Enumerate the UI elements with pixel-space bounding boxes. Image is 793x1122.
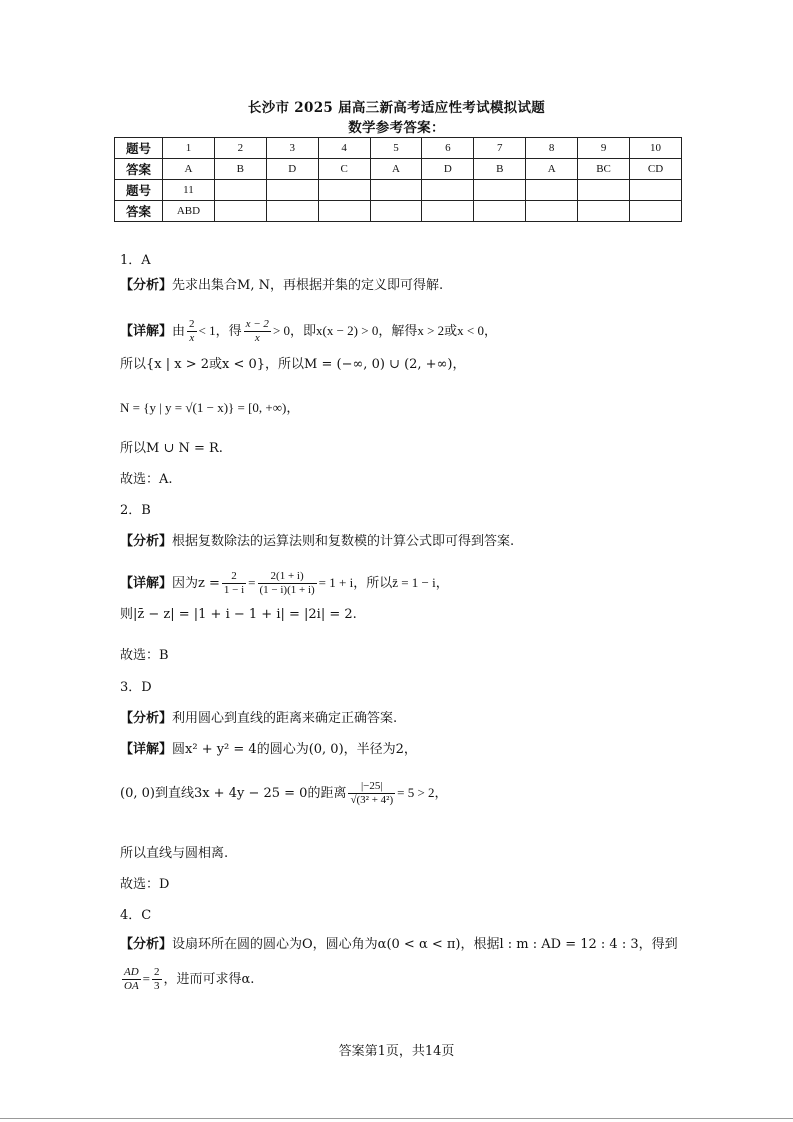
- table-cell: [526, 180, 578, 201]
- page-bottom-rule: [0, 1118, 793, 1119]
- q1-detail-line-1: [120, 318, 497, 345]
- table-cell: C: [318, 159, 370, 180]
- q1-analysis: [120, 277, 443, 295]
- fraction: [152, 966, 162, 993]
- table-cell: [630, 180, 682, 201]
- analysis-tag: 【分析】: [120, 534, 173, 549]
- table-cell: 3: [266, 138, 318, 159]
- table-cell: BC: [578, 159, 630, 180]
- row-label: 答案: [115, 159, 163, 180]
- detail-text: > 0，即x(x − 2) > 0，解得x > 2或x < 0，: [272, 323, 498, 338]
- table-cell: [630, 201, 682, 222]
- fraction: [187, 318, 197, 345]
- table-cell: 2: [214, 138, 266, 159]
- table-cell: 8: [526, 138, 578, 159]
- q1-detail-line-4: 所以M ∪ N = R.: [120, 441, 223, 456]
- q3-analysis: [120, 710, 397, 728]
- detail-text: ，进而可求得α.: [163, 972, 255, 987]
- numerator: 2: [189, 318, 195, 330]
- numerator: |−25|: [348, 780, 395, 794]
- denominator: OA: [124, 980, 139, 992]
- table-cell: [422, 180, 474, 201]
- page-subtitle: 数学参考答案：: [348, 120, 445, 136]
- numerator: 2(1 + i): [258, 570, 317, 584]
- table-cell: D: [422, 159, 474, 180]
- table-cell: [266, 201, 318, 222]
- table-cell: [318, 201, 370, 222]
- q3-conclusion: 故选：D: [120, 877, 170, 892]
- fraction: [244, 318, 271, 345]
- page-footer: 答案第1页，共14页: [338, 1044, 455, 1059]
- analysis-tag: 【分析】: [120, 937, 173, 952]
- table-cell: [370, 201, 422, 222]
- fraction: [122, 966, 141, 993]
- table-cell: [474, 180, 526, 201]
- detail-text: =: [142, 971, 151, 986]
- table-cell: 10: [630, 138, 682, 159]
- table-row: [115, 138, 682, 159]
- table-cell: [578, 201, 630, 222]
- detail-text: < 1，得: [198, 323, 242, 338]
- q2-analysis: [120, 533, 514, 551]
- numerator: x − 2: [245, 318, 269, 330]
- q3-detail-line-1: [120, 741, 417, 759]
- detail-text: 由: [172, 324, 186, 339]
- denominator: 1 − i: [223, 584, 245, 596]
- table-row: [115, 201, 682, 222]
- table-cell: [474, 201, 526, 222]
- q2-detail-line-2: 则|z̄ − z| = |1 + i − 1 + i| = |2i| = 2.: [120, 607, 357, 622]
- denominator: (1 − i)(1 + i): [259, 584, 315, 596]
- fraction: [222, 570, 246, 597]
- numerator: 2: [154, 966, 160, 978]
- analysis-text: 设扇环所在圆的圆心为O，圆心角为α(0 < α < π)，根据l : m : AD = 12 : 4 : 3，得到: [172, 937, 678, 952]
- q1-detail-line-3: N = {y | y = √(1 − x)} = [0, +∞)，: [120, 400, 300, 415]
- q4-analysis-line-2: [120, 966, 254, 993]
- table-cell: A: [163, 159, 215, 180]
- analysis-text: 根据复数除法的运算法则和复数模的计算公式即可得到答案.: [172, 534, 515, 549]
- analysis-tag: 【分析】: [120, 711, 173, 726]
- fraction: [258, 570, 317, 597]
- table-cell: 5: [370, 138, 422, 159]
- denominator: √(3² + 4²): [350, 794, 394, 806]
- table-cell: B: [474, 159, 526, 180]
- table-cell: 9: [578, 138, 630, 159]
- detail-tag: 【详解】: [120, 742, 173, 757]
- detail-text: 圆x² + y² = 4的圆心为(0, 0)，半径为2，: [172, 742, 417, 757]
- table-row: [115, 159, 682, 180]
- analysis-text: 先求出集合M, N，再根据并集的定义即可得解.: [172, 278, 444, 293]
- table-cell: [214, 201, 266, 222]
- q1-conclusion: 故选：A.: [120, 472, 173, 487]
- table-cell: A: [526, 159, 578, 180]
- row-label: 题号: [115, 180, 163, 201]
- q2-conclusion: 故选：B: [120, 648, 169, 663]
- table-cell: [370, 180, 422, 201]
- fraction: [348, 780, 395, 807]
- table-cell: [526, 201, 578, 222]
- detail-text: 因为z =: [172, 576, 220, 591]
- numerator: AD: [124, 966, 139, 978]
- detail-tag: 【详解】: [120, 576, 173, 591]
- q2-detail-line-1: [120, 570, 449, 597]
- q3-detail-line-3: 所以直线与圆相离.: [120, 846, 229, 861]
- denominator: x: [254, 332, 260, 344]
- table-cell: 7: [474, 138, 526, 159]
- answer-table: [114, 137, 682, 222]
- row-label: 答案: [115, 201, 163, 222]
- denominator: 3: [154, 980, 160, 992]
- q4-analysis: [120, 936, 678, 954]
- table-cell: [266, 180, 318, 201]
- table-cell: [422, 201, 474, 222]
- analysis-tag: 【分析】: [120, 278, 173, 293]
- q2-heading: 2．B: [120, 503, 151, 518]
- analysis-text: 利用圆心到直线的距离来确定正确答案.: [172, 711, 398, 726]
- table-cell: B: [214, 159, 266, 180]
- table-cell: 6: [422, 138, 474, 159]
- table-cell: 1: [163, 138, 215, 159]
- q1-heading: 1．A: [120, 253, 151, 268]
- q1-detail-line-2: 所以{x | x > 2或x < 0}，所以M = (−∞, 0) ∪ (2, +∞)，: [120, 357, 466, 372]
- table-row: [115, 180, 682, 201]
- table-cell: [578, 180, 630, 201]
- table-cell: CD: [630, 159, 682, 180]
- page-title: 长沙市 2025 届高三新高考适应性考试模拟试题: [247, 100, 546, 116]
- q3-detail-line-2: [120, 780, 448, 807]
- table-cell: [214, 180, 266, 201]
- table-cell: 4: [318, 138, 370, 159]
- q4-heading: 4．C: [120, 908, 152, 923]
- detail-text: = 5 > 2，: [397, 785, 448, 800]
- detail-text: = 1 + i，所以z̄ = 1 − i，: [318, 575, 449, 590]
- denominator: x: [189, 332, 195, 344]
- numerator: 2: [222, 570, 246, 584]
- table-cell: ABD: [163, 201, 215, 222]
- table-cell: 11: [163, 180, 215, 201]
- table-cell: D: [266, 159, 318, 180]
- q3-heading: 3．D: [120, 680, 152, 695]
- detail-text: (0, 0)到直线3x + 4y − 25 = 0的距离: [120, 786, 347, 801]
- row-label: 题号: [115, 138, 163, 159]
- table-cell: A: [370, 159, 422, 180]
- table-cell: [318, 180, 370, 201]
- detail-tag: 【详解】: [120, 324, 173, 339]
- detail-text: =: [248, 575, 256, 590]
